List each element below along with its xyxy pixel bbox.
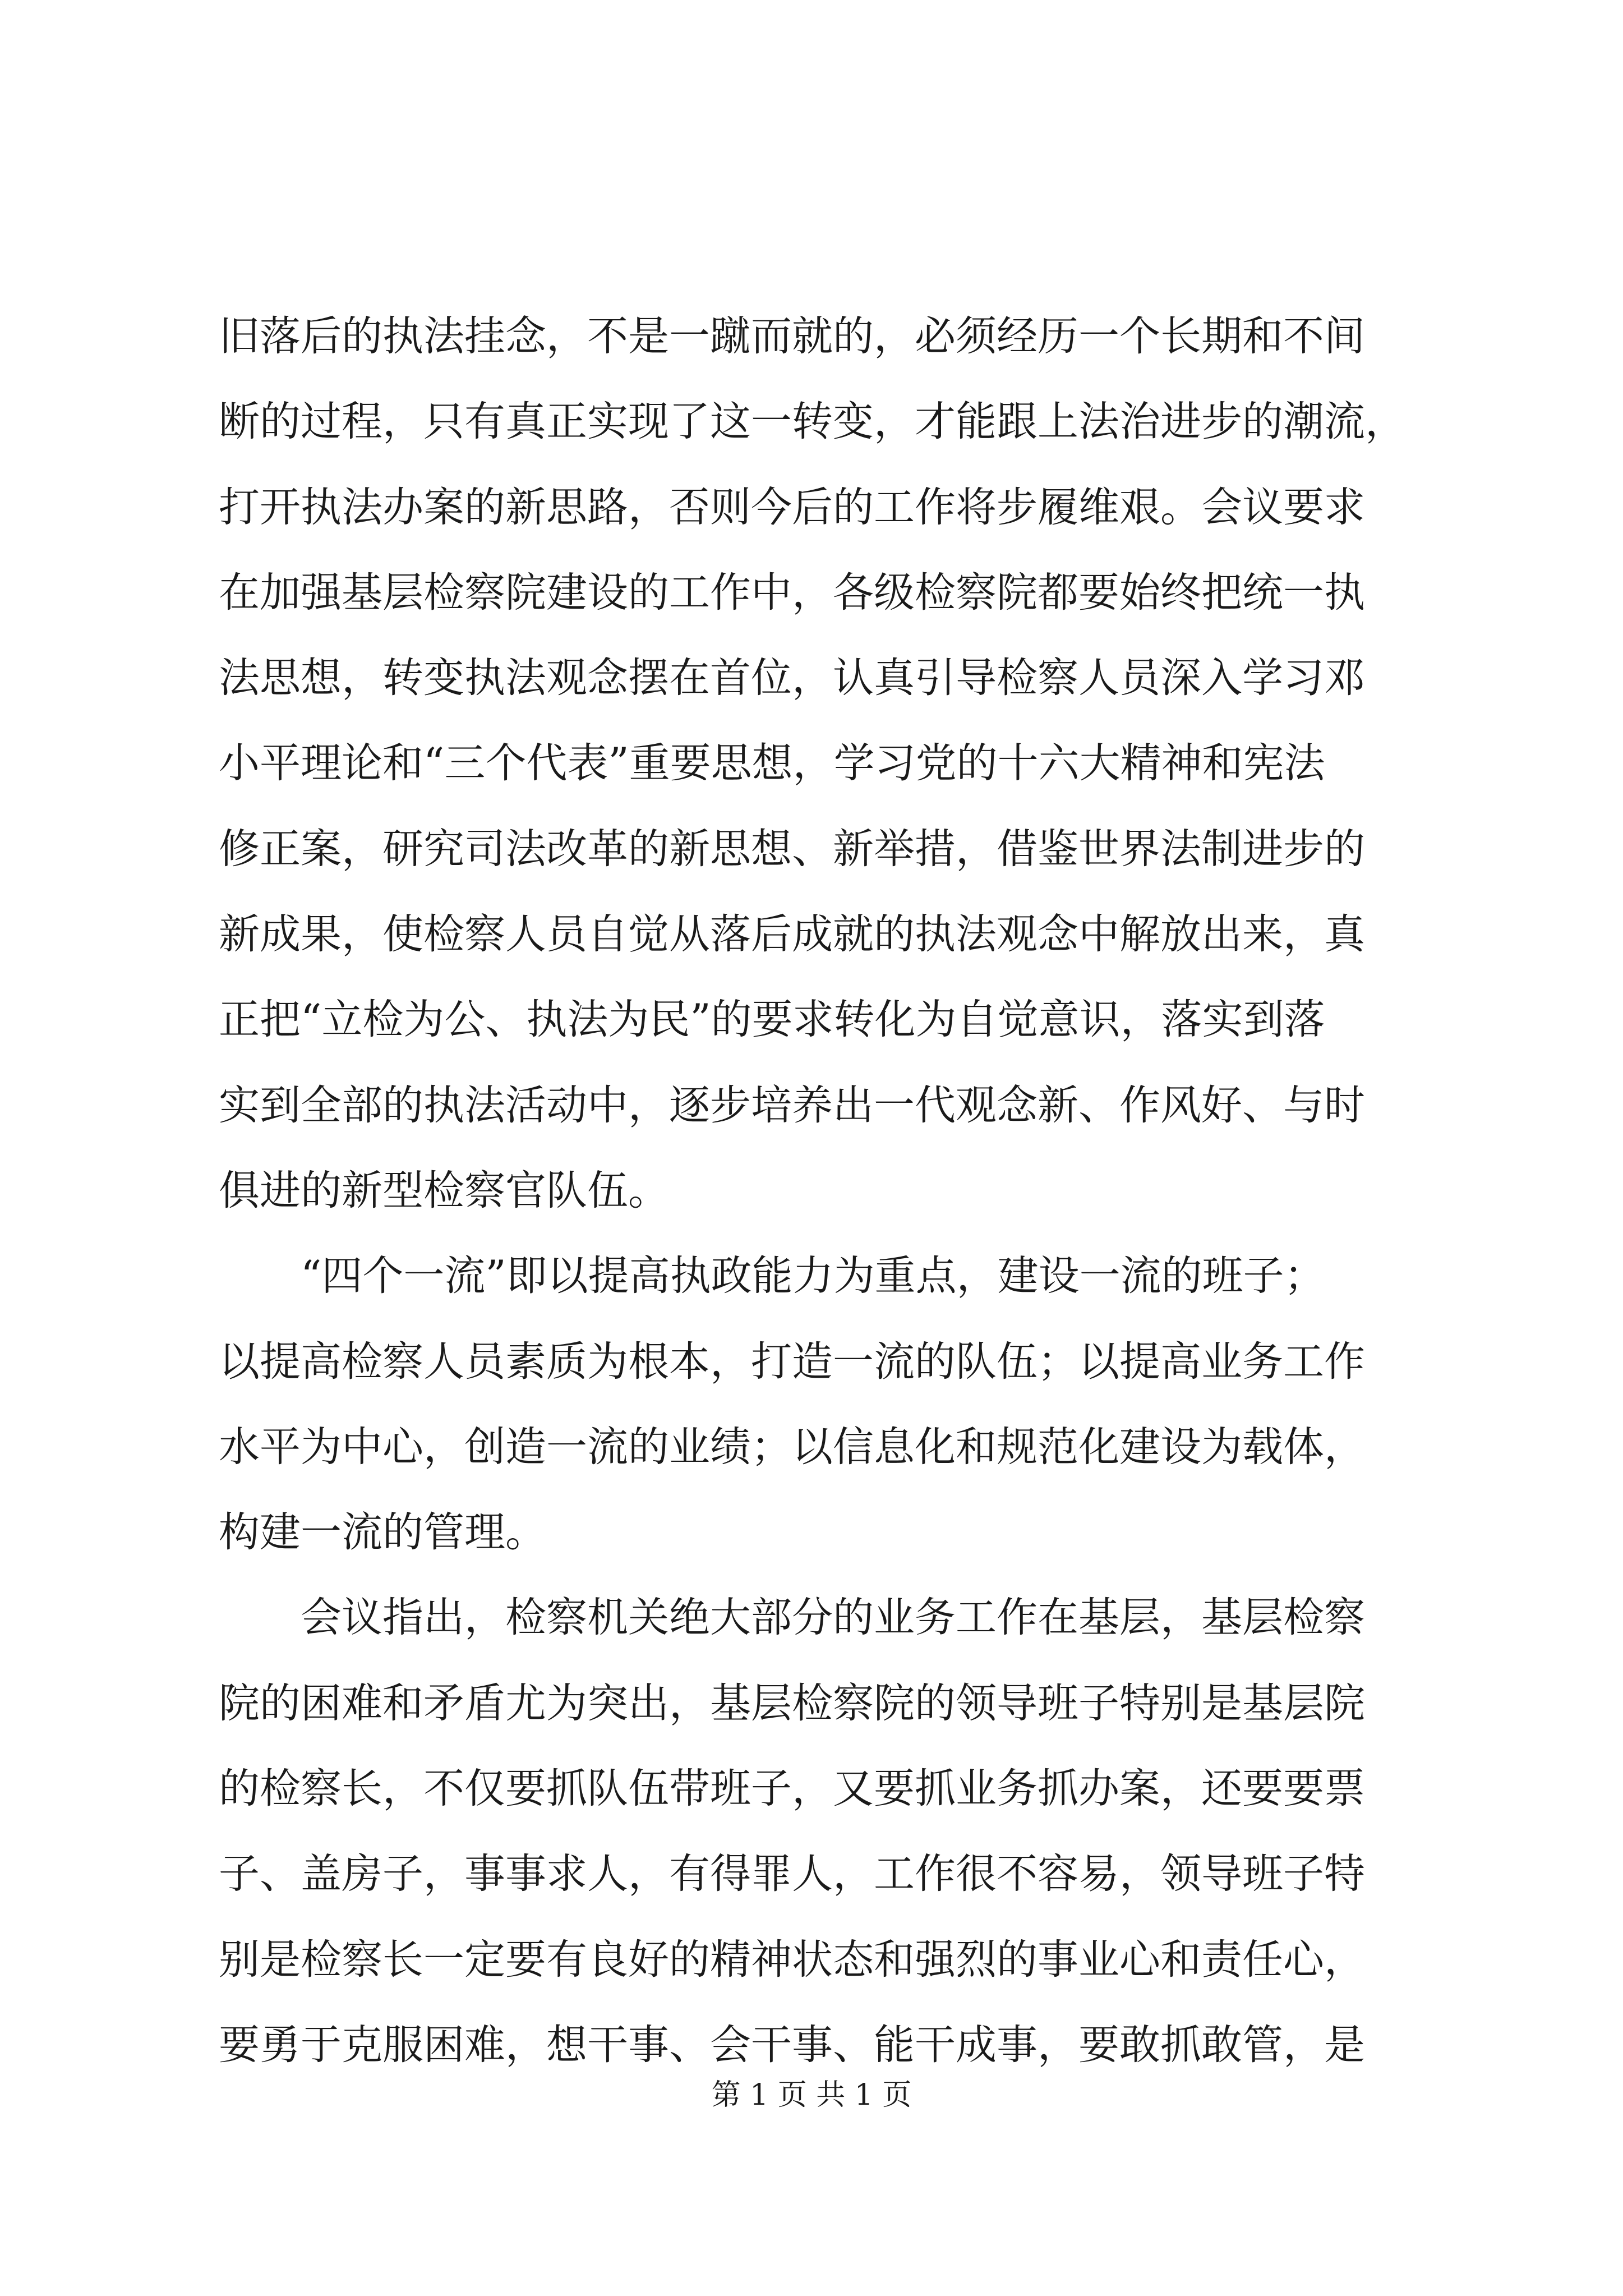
text-line: 要勇于克服困难，想干事、会干事、能干成事，要敢抓敢管，是	[219, 2021, 1365, 2069]
text-line: 院的困难和矛盾尤为突出，基层检察院的领导班子特别是基层院	[219, 1679, 1365, 1727]
document-body	[219, 294, 1447, 2088]
text-line: 打开执法办案的新思路，否则今后的工作将步履维艰。会议要求	[219, 483, 1365, 531]
text-line: 法思想，转变执法观念摆在首位，认真引导检察人员深入学习邓	[219, 654, 1365, 702]
text-line: 实到全部的执法活动中，逐步培养出一代观念新、作风好、与时	[219, 1081, 1365, 1129]
paragraph	[219, 1575, 1447, 2088]
text-line: 的检察长，不仅要抓队伍带班子，又要抓业务抓办案，还要要票	[219, 1765, 1365, 1813]
page-footer	[0, 2076, 1623, 2115]
text-line: 断的过程，只有真正实现了这一转变，才能跟上法治进步的潮流，	[219, 398, 1406, 446]
text-line: 修正案，研究司法改革的新思想、新举措，借鉴世界法制进步的	[219, 825, 1365, 873]
text-line: “四个一流”即以提高执政能力为重点，建设一流的班子；	[301, 1252, 1325, 1300]
text-line: 以提高检察人员素质为根本，打造一流的队伍；以提高业务工作	[219, 1337, 1365, 1386]
text-line: 旧落后的执法挂念，不是一蹴而就的，必须经历一个长期和不间	[219, 312, 1365, 360]
text-line: 水平为中心，创造一流的业绩；以信息化和规范化建设为载体，	[219, 1423, 1365, 1471]
paragraph	[219, 294, 1447, 1234]
paragraph	[219, 1234, 1447, 1575]
text-line: 会议指出，检察机关绝大部分的业务工作在基层，基层检察	[301, 1594, 1365, 1642]
text-line: 在加强基层检察院建设的工作中，各级检察院都要始终把统一执	[219, 568, 1365, 616]
text-line: 正把“立检为公、执法为民”的要求转化为自觉意识，落实到落	[219, 996, 1325, 1044]
page-number-label: 第 1 页 共 1 页	[711, 2078, 912, 2112]
text-line: 子、盖房子，事事求人，有得罪人，工作很不容易，领导班子特	[219, 1850, 1365, 1898]
text-line: 构建一流的管理。	[219, 1508, 546, 1557]
text-line: 新成果，使检察人员自觉从落后成就的执法观念中解放出来，真	[219, 910, 1365, 959]
text-line: 小平理论和“三个代表”重要思想，学习党的十六大精神和宪法	[219, 739, 1325, 788]
text-line: 别是检察长一定要有良好的精神状态和强烈的事业心和责任心，	[219, 1935, 1365, 1984]
text-line: 俱进的新型检察官队伍。	[219, 1166, 669, 1214]
